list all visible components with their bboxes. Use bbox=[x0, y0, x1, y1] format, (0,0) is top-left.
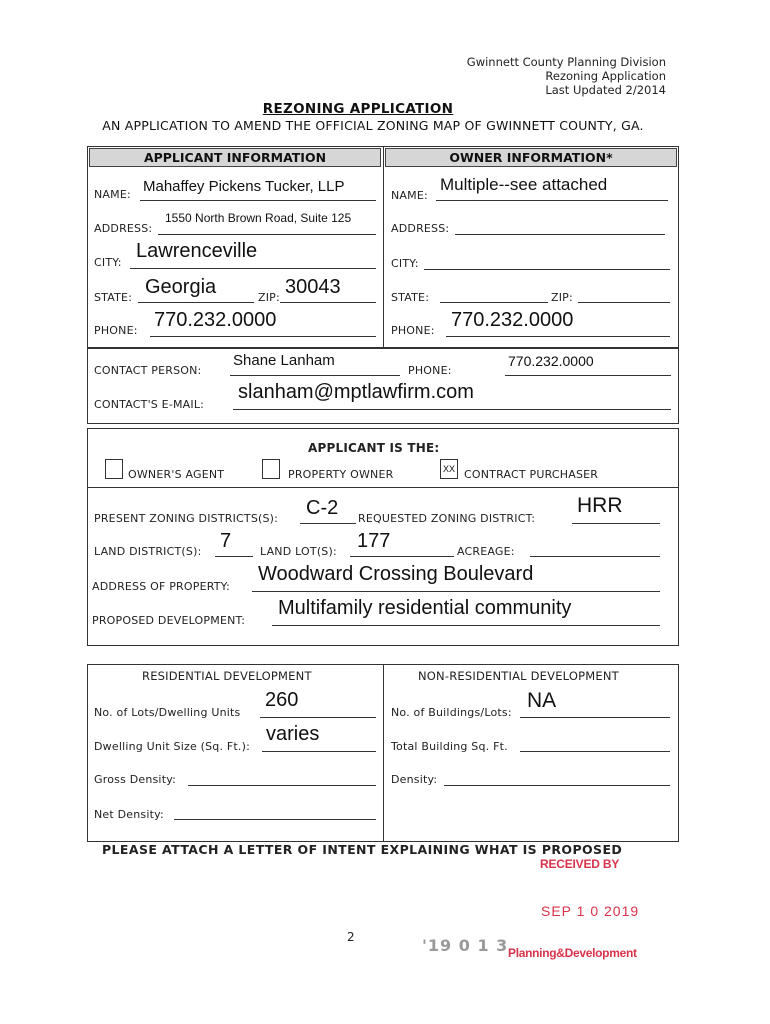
property-address-label: ADDRESS OF PROPERTY: bbox=[92, 580, 231, 593]
owners-agent-label: OWNER'S AGENT bbox=[128, 468, 225, 481]
lots-line bbox=[260, 717, 376, 718]
nonresidential-heading: NON-RESIDENTIAL DEVELOPMENT bbox=[418, 669, 619, 683]
buildings-label: No. of Buildings/Lots: bbox=[391, 706, 512, 719]
development-divider bbox=[383, 664, 384, 842]
owner-phone-label: PHONE: bbox=[391, 324, 435, 337]
present-zoning-field[interactable]: C-2 bbox=[306, 497, 339, 519]
contact-person-field[interactable]: Shane Lanham bbox=[233, 352, 335, 369]
residential-heading: RESIDENTIAL DEVELOPMENT bbox=[142, 669, 312, 683]
owner-heading: OWNER INFORMATION* bbox=[385, 148, 677, 167]
applicant-is-heading: APPLICANT IS THE: bbox=[308, 441, 440, 455]
unit-size-label: Dwelling Unit Size (Sq. Ft.): bbox=[94, 740, 251, 753]
acreage-line bbox=[530, 556, 660, 557]
gross-density-line bbox=[188, 785, 376, 786]
owner-name-line bbox=[436, 200, 668, 201]
header-updated: Last Updated 2/2014 bbox=[545, 83, 666, 97]
section-divider bbox=[383, 146, 384, 348]
contact-person-label: CONTACT PERSON: bbox=[94, 364, 202, 377]
applicant-address-label: ADDRESS: bbox=[94, 222, 153, 235]
contact-person-line bbox=[230, 375, 400, 376]
stamp-code: '19 0 1 3 bbox=[422, 936, 509, 955]
land-district-line bbox=[215, 556, 253, 557]
applicant-zip-label: ZIP: bbox=[258, 291, 280, 304]
land-lot-field[interactable]: 177 bbox=[357, 530, 391, 552]
requested-zoning-label: REQUESTED ZONING DISTRICT: bbox=[358, 512, 536, 525]
proposed-development-label: PROPOSED DEVELOPMENT: bbox=[92, 614, 246, 627]
applicant-address-line bbox=[158, 234, 376, 235]
buildings-line bbox=[520, 717, 670, 718]
land-lot-label: LAND LOT(S): bbox=[260, 545, 337, 558]
received-date-stamp: SEP 1 0 2019 bbox=[541, 903, 640, 919]
applicant-city-label: CITY: bbox=[94, 256, 122, 269]
total-sqft-label: Total Building Sq. Ft. bbox=[391, 740, 508, 753]
net-density-line bbox=[174, 819, 376, 820]
land-district-field[interactable]: 7 bbox=[220, 530, 232, 552]
page-subtitle: AN APPLICATION TO AMEND THE OFFICIAL ZONING MAP OF GWINNETT COUNTY, GA. bbox=[102, 118, 644, 133]
applicant-phone-field[interactable]: 770.232.0000 bbox=[154, 309, 277, 331]
owner-name-field[interactable]: Multiple--see attached bbox=[440, 175, 608, 194]
owner-city-line bbox=[424, 269, 670, 270]
requested-zoning-field[interactable]: HRR bbox=[577, 494, 623, 517]
owner-phone-line bbox=[446, 336, 670, 337]
owner-state-label: STATE: bbox=[391, 291, 430, 304]
unit-size-line bbox=[262, 751, 376, 752]
contract-purchaser-label: CONTRACT PURCHASER bbox=[464, 468, 599, 481]
present-zoning-label: PRESENT ZONING DISTRICTS(S): bbox=[94, 512, 279, 525]
applicant-phone-label: PHONE: bbox=[94, 324, 138, 337]
applicant-name-label: NAME: bbox=[94, 188, 131, 201]
land-district-label: LAND DISTRICT(S): bbox=[94, 545, 202, 558]
header-form-name: Rezoning Application bbox=[545, 69, 666, 83]
owner-state-line bbox=[440, 302, 548, 303]
proposed-development-field[interactable]: Multifamily residential community bbox=[278, 597, 572, 619]
owner-zip-label: ZIP: bbox=[551, 291, 573, 304]
gross-density-label: Gross Density: bbox=[94, 773, 177, 786]
received-by-stamp: RECEIVED BY bbox=[540, 857, 620, 871]
applicant-state-label: STATE: bbox=[94, 291, 133, 304]
acreage-label: ACREAGE: bbox=[457, 545, 515, 558]
lots-label: No. of Lots/Dwelling Units bbox=[94, 706, 241, 719]
property-owner-checkbox[interactable] bbox=[262, 459, 280, 479]
letter-of-intent-note: PLEASE ATTACH A LETTER OF INTENT EXPLAINING WHAT IS PROPOSED bbox=[102, 842, 623, 857]
total-sqft-line bbox=[520, 751, 670, 752]
applicant-name-line bbox=[140, 200, 376, 201]
contact-email-label: CONTACT'S E-MAIL: bbox=[94, 398, 205, 411]
land-lot-line bbox=[350, 556, 454, 557]
owner-phone-field[interactable]: 770.232.0000 bbox=[451, 309, 574, 331]
proposed-development-line bbox=[272, 625, 660, 626]
applicant-zip-field[interactable]: 30043 bbox=[285, 276, 341, 298]
page-number: 2 bbox=[347, 930, 355, 944]
property-owner-label: PROPERTY OWNER bbox=[288, 468, 394, 481]
applicant-is-divider bbox=[87, 487, 679, 488]
buildings-field[interactable]: NA bbox=[527, 689, 557, 712]
owner-name-label: NAME: bbox=[391, 189, 428, 202]
contract-purchaser-checkbox[interactable]: XX bbox=[440, 459, 458, 479]
property-address-line bbox=[252, 591, 660, 592]
owner-city-label: CITY: bbox=[391, 257, 419, 270]
applicant-city-field[interactable]: Lawrenceville bbox=[136, 240, 258, 262]
lots-field[interactable]: 260 bbox=[265, 689, 299, 711]
planning-dept-stamp: Planning&Development bbox=[508, 946, 637, 960]
contact-phone-line bbox=[505, 375, 671, 376]
contact-phone-field[interactable]: 770.232.0000 bbox=[508, 353, 594, 369]
property-address-field[interactable]: Woodward Crossing Boulevard bbox=[258, 563, 534, 585]
applicant-zip-line bbox=[280, 302, 376, 303]
applicant-heading: APPLICANT INFORMATION bbox=[89, 148, 381, 167]
net-density-label: Net Density: bbox=[94, 808, 164, 821]
present-zoning-line bbox=[300, 523, 356, 524]
page-title: REZONING APPLICATION bbox=[262, 101, 454, 117]
owners-agent-checkbox[interactable] bbox=[105, 459, 123, 479]
owner-address-line bbox=[455, 234, 665, 235]
header-division: Gwinnett County Planning Division bbox=[466, 55, 666, 69]
applicant-address-field[interactable]: 1550 North Brown Road, Suite 125 bbox=[165, 211, 352, 225]
unit-size-field[interactable]: varies bbox=[266, 723, 320, 745]
contact-phone-label: PHONE: bbox=[408, 364, 452, 377]
applicant-state-line bbox=[138, 302, 254, 303]
density-line bbox=[444, 785, 670, 786]
owner-zip-line bbox=[578, 302, 670, 303]
requested-zoning-line bbox=[572, 523, 660, 524]
applicant-state-field[interactable]: Georgia bbox=[145, 276, 217, 298]
applicant-phone-line bbox=[150, 336, 376, 337]
header-block bbox=[467, 55, 666, 97]
contact-email-field[interactable]: slanham@mptlawfirm.com bbox=[238, 381, 474, 403]
density-label: Density: bbox=[391, 773, 438, 786]
owner-address-label: ADDRESS: bbox=[391, 222, 450, 235]
contact-email-line bbox=[233, 409, 671, 410]
applicant-city-line bbox=[130, 268, 376, 269]
applicant-name-field[interactable]: Mahaffey Pickens Tucker, LLP bbox=[143, 178, 345, 195]
